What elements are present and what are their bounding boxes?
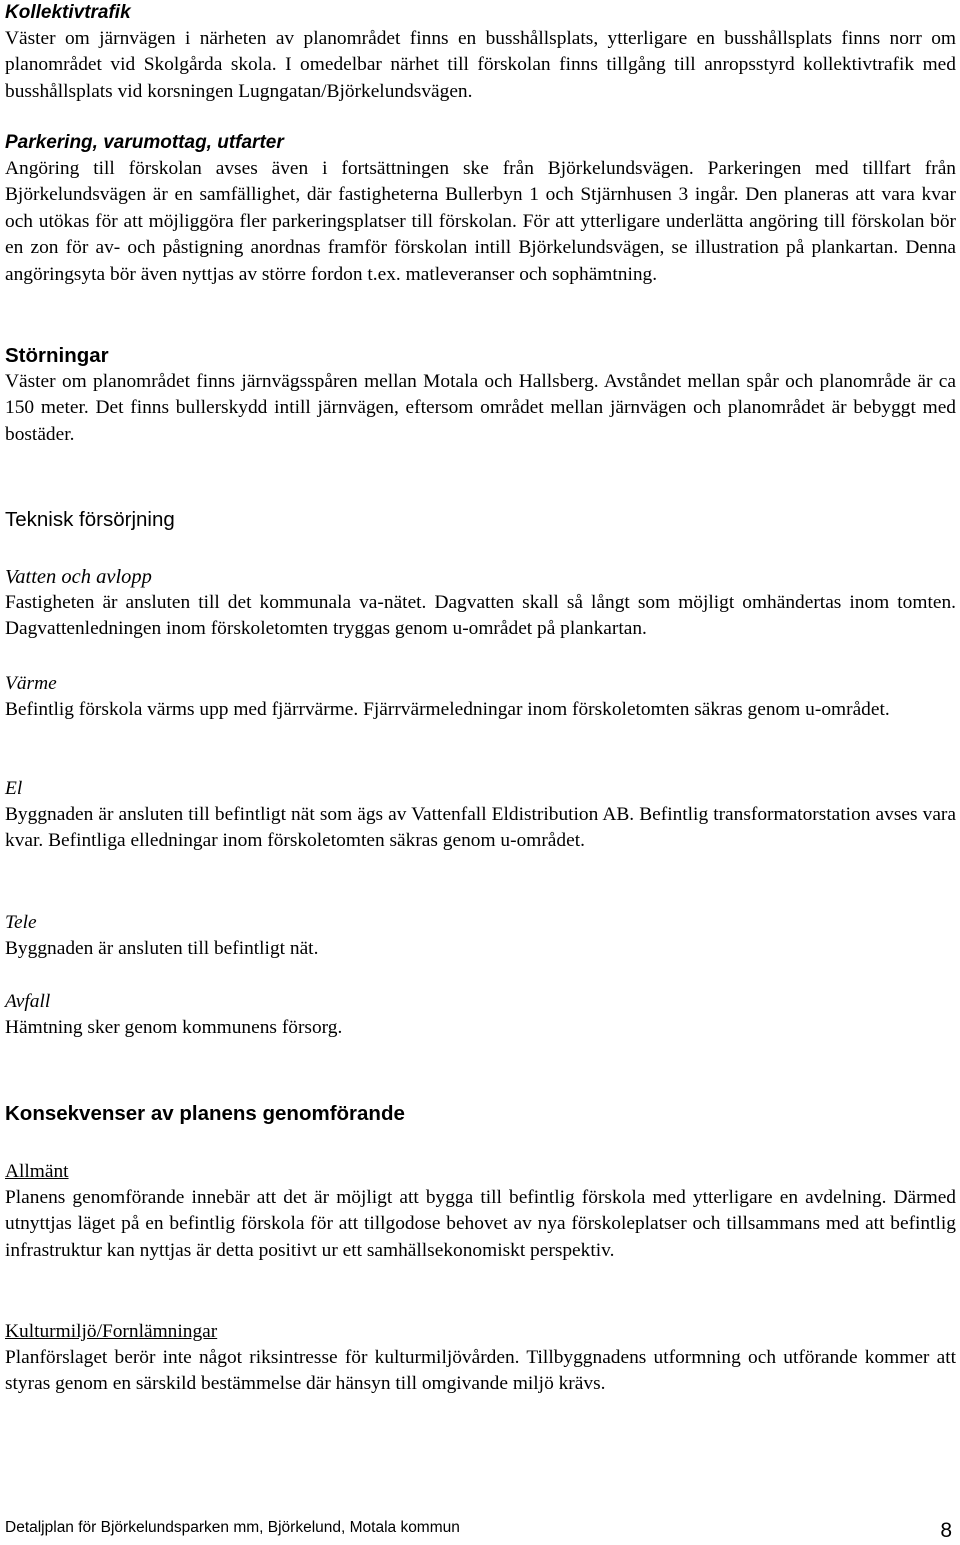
heading-konsekvenser: Konsekvenser av planens genomförande bbox=[5, 1102, 405, 1125]
paragraph-parkering: Angöring till förskolan avses även i fortsättningen ske från Björkelundsvägen. Parkeringen med tillfart från Björkelundsvägen är en samfällighet, där fastigheterna Bullerbyn 1 och Stjärnhusen 3 ingår. Den planeras att vara kvar och utökas för att möjliggöra fler parkeringsplatser till förskolan. För att ytterligare underlätta angöring till förskolan bör en zon för av- och påstigning anordnas framför förskolan intill Björkelundsvägen, se illustration på plankartan. Denna angöringsyta bör även nyttjas av större fordon t.ex. matleveranser och sophämtning. bbox=[5, 158, 956, 285]
section-konsekvenser bbox=[5, 1101, 956, 1127]
paragraph-el: Byggnaden är ansluten till befintligt nät som ägs av Vattenfall Eldistribution AB. Befintlig transformatorstation avses vara kvar. Befintliga elledningar inom förskoletomten säkras genom u-området. bbox=[5, 804, 956, 852]
paragraph-allmant: Planens genomförande innebär att det är möjligt att bygga till befintlig förskola med ytterligare en avdelning. Därmed utnyttjas läget på en befintlig förskola för att tillgodose behovet av nya förskoleplatser och tillsammans med att befintlig infrastruktur kan nyttjas är detta positivt ur ett samhällsekonomiskt perspektiv. bbox=[5, 1187, 956, 1261]
section-varme bbox=[5, 671, 956, 723]
heading-tele: Tele bbox=[5, 912, 37, 933]
paragraph-avfall: Hämtning sker genom kommunens försorg. bbox=[5, 1017, 343, 1038]
page-number: 8 bbox=[940, 1519, 952, 1542]
section-avfall bbox=[5, 989, 956, 1041]
paragraph-storningar: Väster om planområdet finns järnvägsspåren mellan Motala och Hallsberg. Avståndet mellan spår och planområde är ca 150 meter. Det finns bullerskydd intill järnvägen, eftersom området mellan järnvägen och planområdet är bebyggt med bostäder. bbox=[5, 371, 956, 445]
heading-vatten: Vatten och avlopp bbox=[5, 566, 152, 588]
section-kollektivtrafik bbox=[5, 0, 956, 105]
heading-varme: Värme bbox=[5, 673, 57, 694]
heading-teknisk-forsorjning: Teknisk försörjning bbox=[5, 508, 175, 531]
section-el bbox=[5, 776, 956, 855]
paragraph-tele: Byggnaden är ansluten till befintligt nät. bbox=[5, 938, 319, 959]
paragraph-kulturmiljo: Planförslaget berör inte något riksintresse för kulturmiljövården. Tillbyggnadens utformning och utförande kommer att styras genom en särskild bestämmelse där hänsyn till omgivande miljö krävs. bbox=[5, 1347, 956, 1395]
heading-storningar: Störningar bbox=[5, 344, 109, 367]
section-kulturmiljo bbox=[5, 1319, 956, 1398]
heading-kulturmiljo: Kulturmiljö/Fornlämningar bbox=[5, 1321, 218, 1342]
paragraph-vatten: Fastigheten är ansluten till det kommunala va-nätet. Dagvatten skall så långt som möjligt omhändertas inom tomten. Dagvattenledningen inom förskoletomten tryggas genom u-området på plankartan. bbox=[5, 592, 956, 640]
heading-kollektivtrafik: Kollektivtrafik bbox=[5, 2, 131, 23]
section-tele bbox=[5, 910, 956, 962]
section-storningar bbox=[5, 343, 956, 448]
heading-allmant: Allmänt bbox=[5, 1161, 69, 1182]
heading-el: El bbox=[5, 778, 23, 799]
heading-avfall: Avfall bbox=[5, 991, 51, 1012]
footer-text: Detaljplan för Björkelundsparken mm, Björkelund, Motala kommun bbox=[5, 1519, 460, 1536]
section-teknisk bbox=[5, 507, 956, 533]
paragraph-varme: Befintlig förskola värms upp med fjärrvärme. Fjärrvärmeledningar inom förskoletomten säkras genom u-området. bbox=[5, 699, 890, 720]
section-vatten bbox=[5, 564, 956, 643]
section-allmant bbox=[5, 1159, 956, 1264]
heading-parkering: Parkering, varumottag, utfarter bbox=[5, 132, 284, 153]
section-parkering bbox=[5, 130, 956, 288]
paragraph-kollektivtrafik: Väster om järnvägen i närheten av planområdet finns en busshållsplats, ytterligare en busshållsplats finns norr om planområdet vid Skolgårda skola. I omedelbar närhet till förskolan finns tillgång till anropsstyrd kollektivtrafik med busshållsplats vid korsningen Lugngatan/Björkelundsvägen. bbox=[5, 28, 956, 102]
